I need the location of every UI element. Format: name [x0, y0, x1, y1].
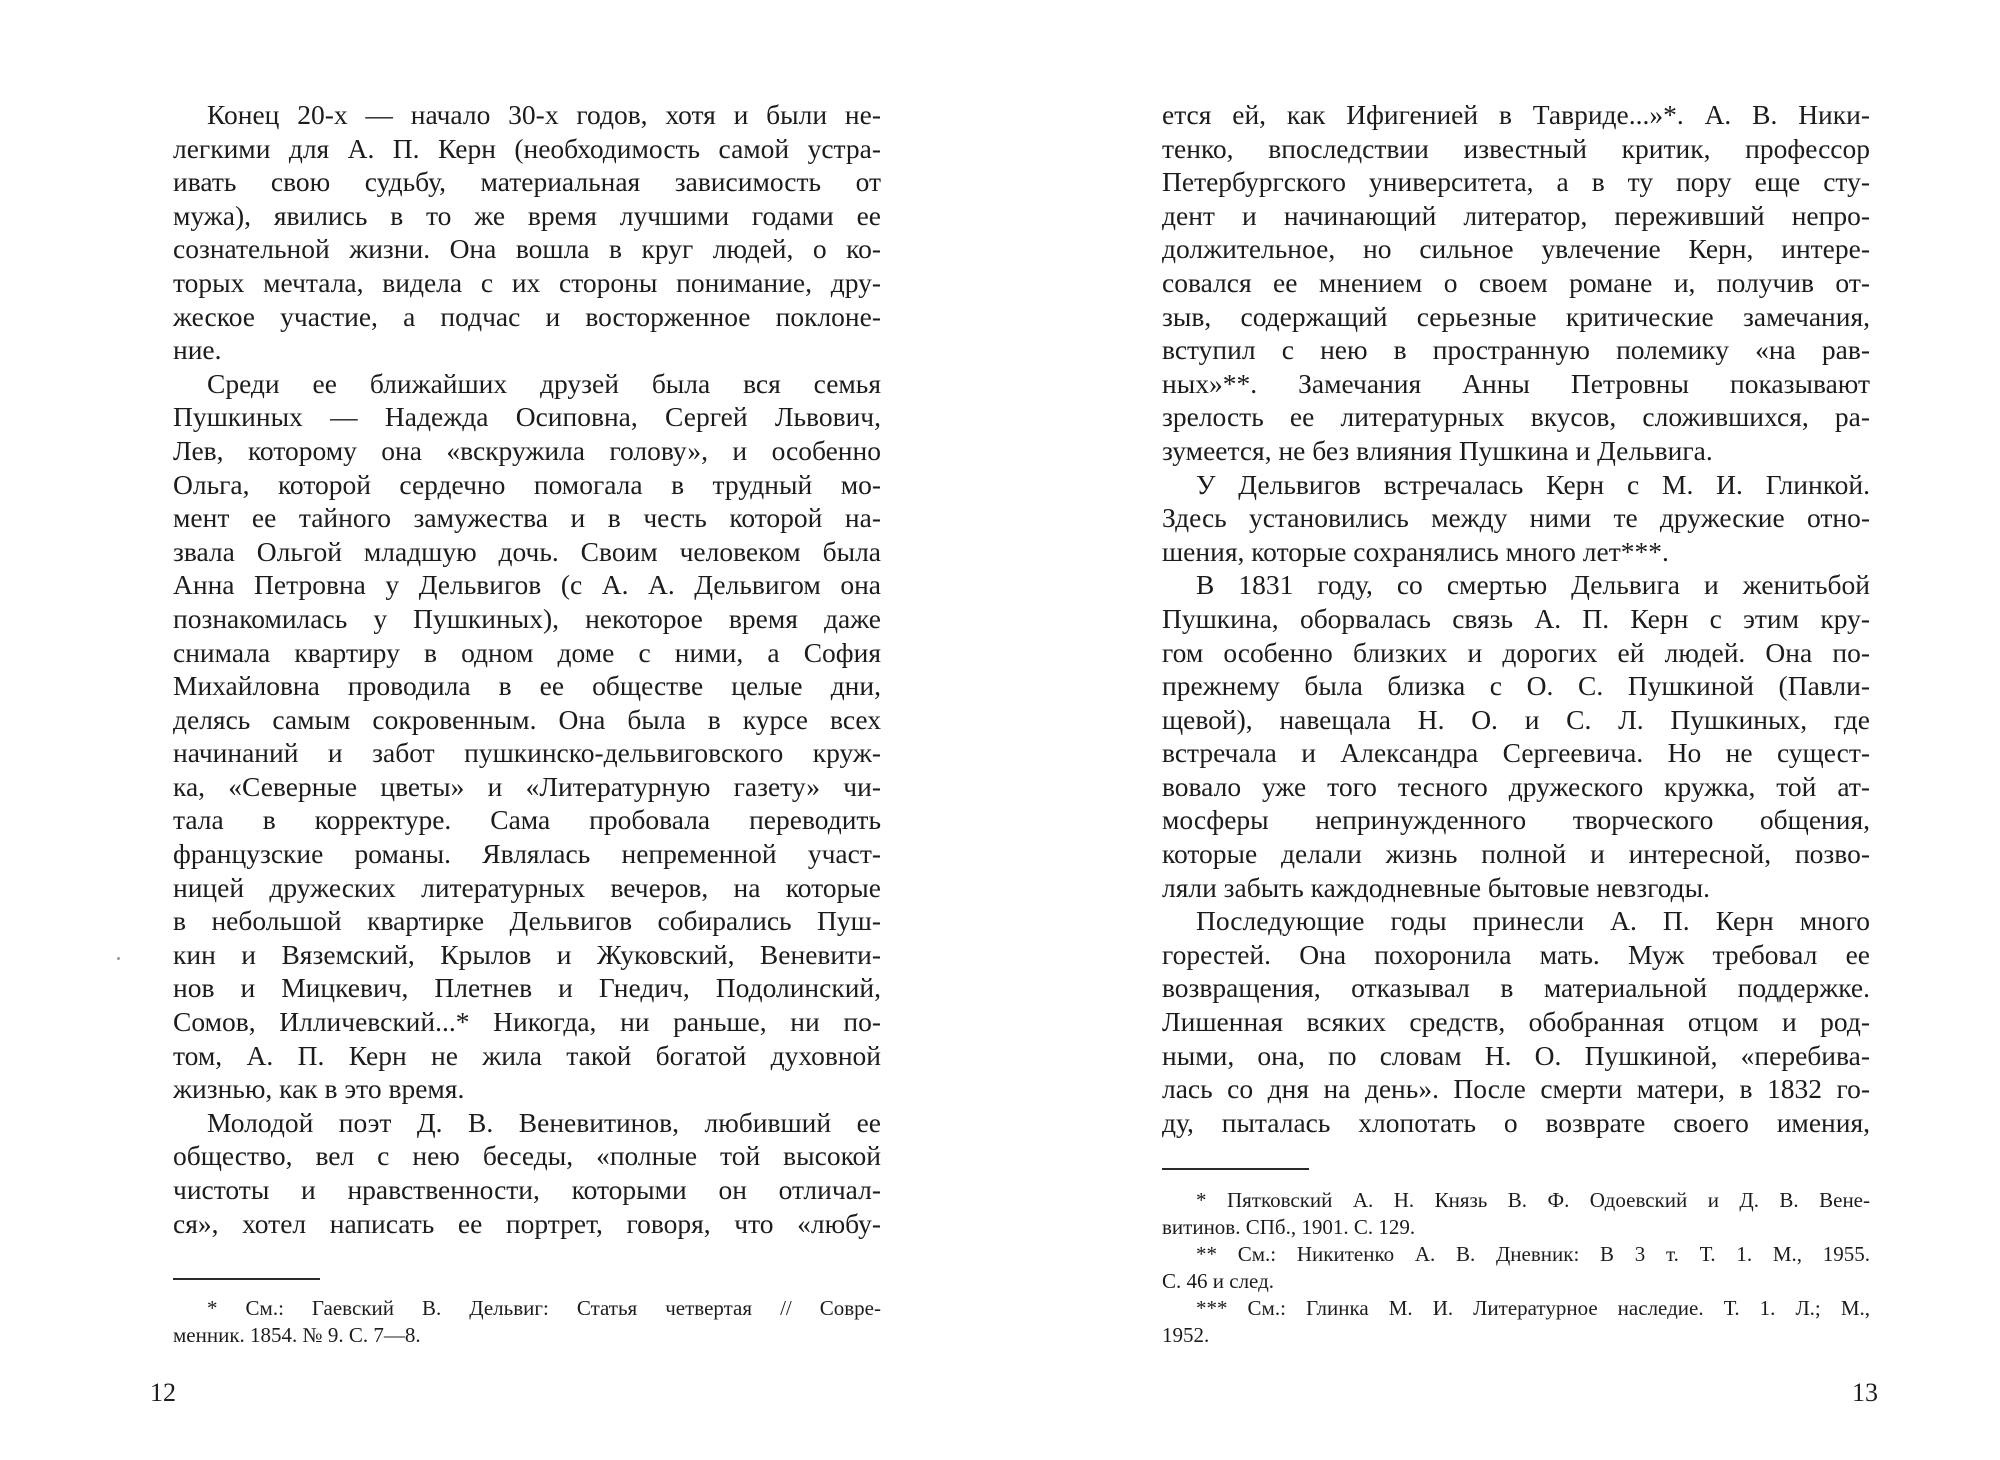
body-line: Здесь установились между ними те дружеские отно- — [1162, 502, 1870, 534]
body-line: Последующие годы принесли А. П. Керн много — [1196, 905, 1870, 937]
body-line: легкими для А. П. Керн (необходимость самой устра- — [173, 132, 881, 164]
footnote-line: *** См.: Глинка М. И. Литературное наследие. Т. 1. Л.; М., — [1196, 1296, 1870, 1320]
body-line: горестей. Она похоронила мать. Муж требовал ее — [1162, 938, 1870, 970]
body-line: мосферы непринужденного творческого общения, — [1162, 804, 1870, 836]
body-line: ка, «Северные цветы» и «Литературную газету» чи- — [173, 770, 881, 802]
body-line: Петербургского университета, а в ту пору еще сту- — [1162, 166, 1870, 198]
body-line: У Дельвигов встречалась Керн с М. И. Глинкой. — [1196, 468, 1870, 500]
body-line: жизнью, как в это время. — [173, 1073, 465, 1105]
footnote-divider — [173, 1278, 320, 1280]
body-line: мент ее тайного замужества и в честь которой на- — [173, 502, 881, 534]
body-line: Молодой поэт Д. В. Веневитинов, любивший ее — [207, 1106, 881, 1138]
body-line: Пушкиных — Надежда Осиповна, Сергей Львович, — [173, 401, 881, 433]
body-line: нов и Мицкевич, Плетнев и Гнедич, Подолинский, — [173, 972, 881, 1004]
footnote-line: 1952. — [1162, 1323, 1210, 1347]
body-line: торых мечтала, видела с их стороны понимание, дру- — [173, 266, 881, 298]
body-line: Михайловна проводила в ее обществе целые дни, — [173, 670, 881, 702]
body-line: Сомов, Илличевский...* Никогда, ни раньше, ни по- — [173, 1006, 881, 1038]
body-line: вступил с нею в пространную полемику «на рав- — [1162, 334, 1870, 366]
body-line: ивать свою судьбу, материальная зависимость от — [173, 166, 881, 198]
body-line: тенко, впоследствии известный критик, профессор — [1162, 132, 1870, 164]
body-line: ду, пыталась хлопотать о возврате своего имения, — [1162, 1106, 1870, 1138]
body-line: прежнему была близка с О. С. Пушкиной (Павли- — [1162, 670, 1870, 702]
body-line: Лишенная всяких средств, обобранная отцом и род- — [1162, 1006, 1870, 1038]
body-line: жеское участие, а подчас и восторженное поклоне- — [173, 300, 881, 332]
body-line: ние. — [173, 334, 222, 366]
right-page-footnotes — [1162, 1187, 1870, 1349]
body-line: ных»**. Замечания Анны Петровны показывают — [1162, 367, 1870, 399]
body-line: зумеется, не без влияния Пушкина и Дельвига. — [1162, 434, 1713, 466]
body-line: ся», хотел написать ее портрет, говоря, что «любу- — [173, 1207, 881, 1239]
body-line: щевой), навещала Н. О. и С. Л. Пушкиных, где — [1162, 703, 1870, 735]
body-line: зрелость ее литературных вкусов, сложившихся, ра- — [1162, 401, 1870, 433]
body-line: дент и начинающий литератор, переживший непро- — [1162, 199, 1870, 231]
body-line: должительное, но сильное увлечение Керн, интере- — [1162, 233, 1870, 265]
body-line: гом особенно близких и дорогих ей людей. Она по- — [1162, 636, 1870, 668]
right-page-body — [1162, 98, 1870, 1139]
body-line: делясь самым сокровенным. Она была в курсе всех — [173, 703, 881, 735]
body-line: В 1831 году, со смертью Дельвига и женитьбой — [1196, 569, 1870, 601]
body-line: познакомилась у Пушкиных), некоторое время даже — [173, 602, 881, 634]
body-line: Ольга, которой сердечно помогала в трудный мо- — [173, 468, 881, 500]
body-line: чистоты и нравственности, которыми он отличал- — [173, 1174, 881, 1205]
footnote-divider — [1162, 1168, 1309, 1170]
body-line: общество, вел с нею беседы, «полные той высокой — [173, 1140, 881, 1172]
body-line: снимала квартиру в одном доме с ними, а София — [173, 636, 881, 668]
page-number: 12 — [150, 1378, 176, 1407]
body-line: Лев, которому она «вскружила голову», и особенно — [173, 434, 881, 466]
body-line: Среди ее ближайших друзей была вся семья — [207, 367, 881, 399]
body-line: которые делали жизнь полной и интересной, позво- — [1162, 838, 1870, 870]
body-line: вовало уже того тесного дружеского кружка, той ат- — [1162, 770, 1870, 802]
body-line: в небольшой квартирке Дельвигов собирались Пуш- — [173, 905, 881, 937]
footnote-line: * Пятковский А. Н. Князь В. Ф. Одоевский и Д. В. Вене- — [1196, 1188, 1870, 1212]
page-number: 13 — [1852, 1378, 1878, 1407]
body-line: кин и Вяземский, Крылов и Жуковский, Веневити- — [173, 938, 881, 970]
body-line: ляли забыть каждодневные бытовые невзгоды. — [1162, 871, 1711, 903]
body-line: Конец 20-х — начало 30-х годов, хотя и были не- — [207, 99, 881, 130]
left-page-footnotes — [173, 1295, 881, 1349]
body-line: звала Ольгой младшую дочь. Своим человеком была — [173, 535, 881, 567]
footnote-line: витинов. СПб., 1901. С. 129. — [1162, 1215, 1416, 1239]
body-line: мужа), явились в то же время лучшими годами ее — [173, 199, 881, 231]
body-line: ется ей, как Ифигенией в Тавриде...»*. А. В. Ники- — [1162, 99, 1870, 130]
left-page-body — [173, 98, 881, 1240]
body-line: встречала и Александра Сергеевича. Но не сущест- — [1162, 737, 1870, 769]
body-line: Анна Петровна у Дельвигов (с А. А. Дельвигом она — [173, 569, 881, 601]
body-line: тала в корректуре. Сама пробовала переводить — [173, 804, 881, 836]
body-line: сознательной жизни. Она вошла в круг людей, о ко- — [173, 233, 881, 265]
body-line: шения, которые сохранялись много лет***. — [1162, 535, 1669, 567]
body-line: Пушкина, оборвалась связь А. П. Керн с этим кру- — [1162, 602, 1870, 634]
body-line: зыв, содержащий серьезные критические замечания, — [1162, 300, 1870, 332]
footnote-line: менник. 1854. № 9. С. 7—8. — [173, 1323, 421, 1347]
body-line: начинаний и забот пушкинско-дельвиговского круж- — [173, 737, 881, 769]
footnote-line: С. 46 и след. — [1162, 1269, 1275, 1293]
body-line: том, А. П. Керн не жила такой богатой духовной — [173, 1039, 881, 1071]
body-line: возвращения, отказывал в материальной поддержке. — [1162, 972, 1870, 1004]
footnote-line: * См.: Гаевский В. Дельвиг: Статья четвертая // Совре- — [207, 1296, 881, 1320]
right-page — [1000, 0, 2000, 1460]
body-line: совался ее мнением о своем романе и, получив от- — [1162, 266, 1870, 298]
body-line: ными, она, по словам Н. О. Пушкиной, «перебива- — [1162, 1039, 1870, 1071]
footnote-line: ** См.: Никитенко А. В. Дневник: В 3 т. Т. 1. М., 1955. — [1196, 1242, 1870, 1266]
body-line: французские романы. Являлась непременной участ- — [173, 838, 881, 870]
body-line: ницей дружеских литературных вечеров, на которые — [173, 871, 881, 903]
body-line: лась со дня на день». После смерти матери, в 1832 го- — [1162, 1073, 1870, 1105]
margin-speck — [117, 957, 120, 960]
